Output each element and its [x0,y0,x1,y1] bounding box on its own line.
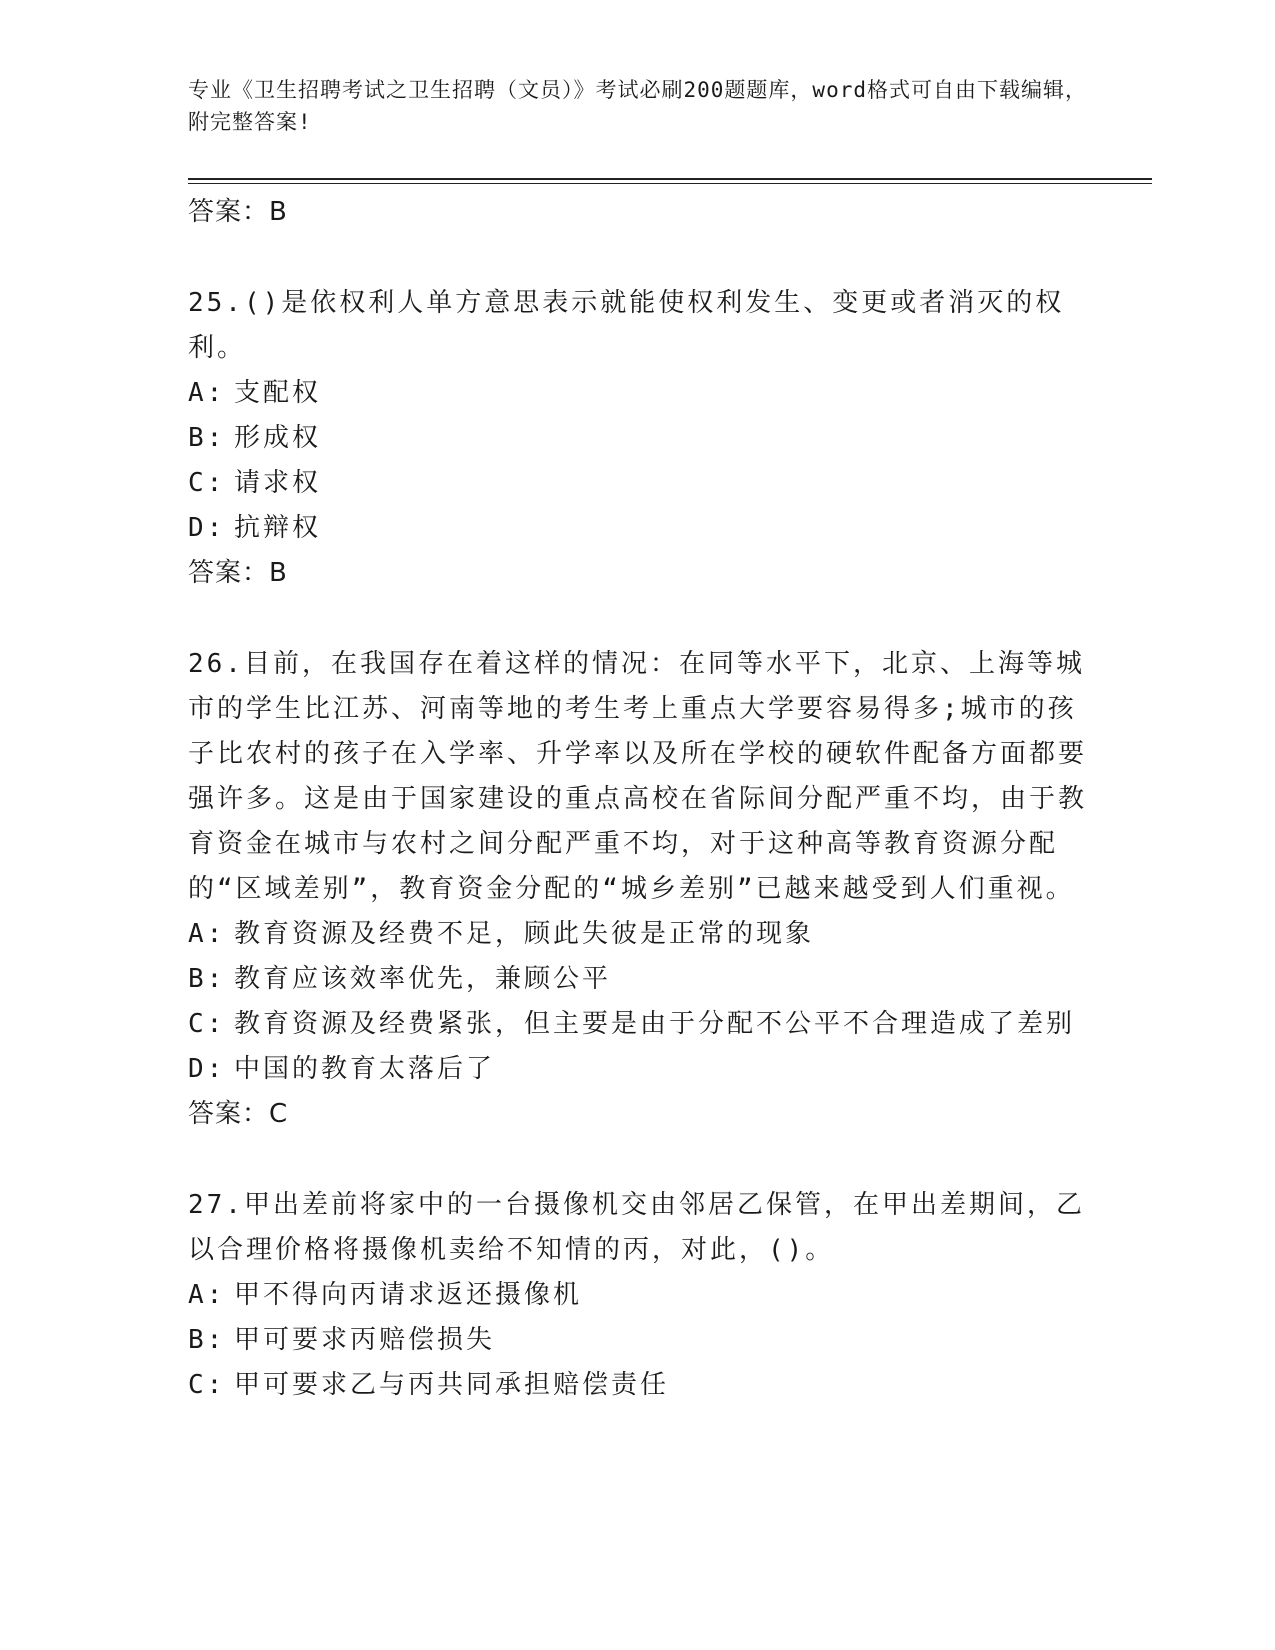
option-c [188,1002,1088,1047]
document-body [188,190,1088,1408]
question-27 [188,1183,1088,1408]
option-label: C: [188,1370,226,1400]
option-label: A: [188,919,226,949]
option-a [188,912,1088,957]
answer-line: 答案：B [188,197,288,227]
option-text: 形成权 [234,423,322,453]
option-a [188,371,1088,416]
option-b [188,1318,1088,1363]
option-text: 甲不得向丙请求返还摄像机 [234,1280,583,1310]
answer-line: 答案：B [188,558,288,588]
option-c [188,461,1088,506]
document-header: 专业《卫生招聘考试之卫生招聘（文员）》考试必刷200题题库，word格式可自由下载编辑，附完整答案! [188,78,1087,134]
question-stem: 27.甲出差前将家中的一台摄像机交由邻居乙保管，在甲出差期间，乙以合理价格将摄像机卖给不知情的丙，对此，()。 [188,1190,1085,1265]
option-label: B: [188,964,226,994]
question-26 [188,642,1088,1137]
option-c [188,1363,1088,1408]
option-text: 甲可要求乙与丙共同承担赔偿责任 [234,1370,670,1400]
option-text: 抗辩权 [234,513,322,543]
question-stem: 26.目前，在我国存在着这样的情况：在同等水平下，北京、上海等城市的学生比江苏、河南等地的考生考上重点大学要容易得多;城市的孩子比农村的孩子在入学率、升学率以及所在学校的硬软件配备方面都要强许多。这是由于国家建设的重点高校在省际间分配严重不均，由于教育资金在城市与农村之间分配严重不均，对于这种高等教育资源分配的“区域差别”，教育资金分配的“城乡差别”已越来越受到人们重视。 [188,649,1088,904]
header-divider-thin [188,183,1152,184]
option-label: C: [188,468,226,498]
answer-line: 答案：C [188,1099,289,1129]
option-label: C: [188,1009,226,1039]
option-text: 教育应该效率优先，兼顾公平 [234,964,612,994]
header-divider-thick [188,178,1152,180]
option-label: A: [188,378,226,408]
option-label: D: [188,513,226,543]
option-text: 中国的教育太落后了 [234,1054,496,1084]
question-stem: 25.()是依权利人单方意思表示就能使权利发生、变更或者消灭的权利。 [188,288,1065,363]
option-label: D: [188,1054,226,1084]
question-25 [188,281,1088,596]
option-a [188,1273,1088,1318]
option-d [188,1047,1088,1092]
option-text: 教育资源及经费紧张，但主要是由于分配不公平不合理造成了差别 [234,1009,1076,1039]
option-text: 甲可要求丙赔偿损失 [234,1325,496,1355]
option-d [188,506,1088,551]
option-label: B: [188,1325,226,1355]
option-label: B: [188,423,226,453]
option-text: 支配权 [234,378,322,408]
option-b [188,957,1088,1002]
option-label: A: [188,1280,226,1310]
option-text: 请求权 [234,468,322,498]
option-text: 教育资源及经费不足，顾此失彼是正常的现象 [234,919,815,949]
option-b [188,416,1088,461]
